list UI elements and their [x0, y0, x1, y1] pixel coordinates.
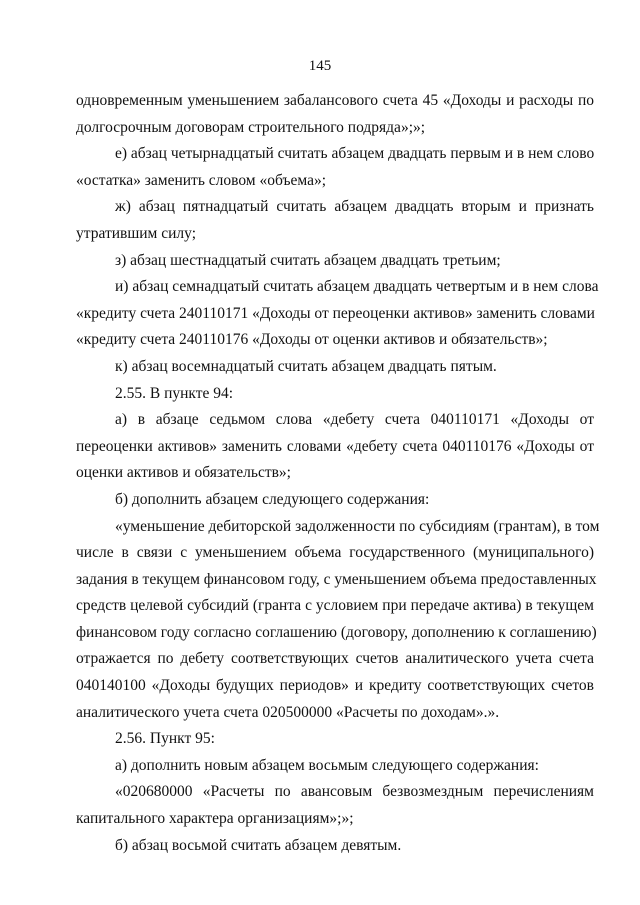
text-line: а) дополнить новым абзацем восьмым следующего содержания: — [115, 756, 539, 774]
text-line: 040140100 «Доходы будущих периодов» и кредиту соответствующих счетов — [76, 677, 594, 695]
text-line: 2.55. В пункте 94: — [115, 384, 234, 402]
text-line: «кредиту счета 240110176 «Доходы от оценки активов и обязательств»; — [76, 331, 548, 349]
text-line: числе в связи с уменьшением объема государственного (муниципального) — [76, 544, 594, 562]
text-line: е) абзац четырнадцатый считать абзацем двадцать первым и в нем слово — [115, 145, 595, 163]
paragraph — [76, 274, 599, 354]
paragraph — [76, 487, 594, 514]
paragraph — [76, 514, 600, 727]
paragraph — [76, 141, 594, 194]
text-line: финансовом году согласно соглашению (договору, дополнению к соглашению) — [76, 623, 597, 641]
text-line: «уменьшение дебиторской задолженности по субсидиям (грантам), в том — [115, 517, 600, 535]
page-number: 145 — [308, 58, 332, 74]
text-line: задания в текущем финансовом году, с уменьшением объема предоставленных — [76, 570, 597, 588]
paragraph — [76, 381, 594, 408]
text-line: утратившим силу; — [76, 224, 197, 242]
paragraph — [76, 194, 594, 247]
text-line: аналитического учета счета 020500000 «Расчеты по доходам».». — [76, 703, 500, 721]
text-line: оценки активов и обязательств»; — [76, 464, 291, 482]
text-line: переоценки активов» заменить словами «дебету счета 040110176 «Доходы от — [76, 437, 594, 455]
text-line: ж) абзац пятнадцатый считать абзацем двадцать вторым и признать — [115, 198, 594, 216]
paragraph — [76, 248, 594, 275]
text-line: капитального характера организациям»;»; — [76, 810, 354, 828]
text-line: б) дополнить абзацем следующего содержания: — [115, 490, 430, 508]
paragraph — [76, 833, 594, 860]
text-line: б) абзац восьмой считать абзацем девятым. — [115, 836, 402, 854]
text-line: «кредиту счета 240110171 «Доходы от переоценки активов» заменить словами — [76, 304, 595, 322]
paragraph — [76, 779, 594, 832]
paragraph — [76, 354, 594, 381]
text-line: з) абзац шестнадцатый считать абзацем двадцать третьим; — [115, 251, 501, 269]
text-line: и) абзац семнадцатый считать абзацем двадцать четвертым и в нем слова — [115, 278, 599, 296]
text-line: средств целевой субсидий (гранта с условием при передаче актива) в текущем — [76, 597, 594, 615]
paragraph — [76, 753, 594, 780]
text-line: «020680000 «Расчеты по авансовым безвозмездным перечислениям — [115, 783, 594, 801]
text-line: долгосрочным договорам строительного подряда»;»; — [76, 118, 426, 136]
document-body — [76, 88, 600, 859]
paragraph — [76, 88, 594, 141]
text-line: а) в абзаце седьмом слова «дебету счета 040110171 «Доходы от — [115, 411, 594, 429]
paragraph — [76, 726, 594, 753]
paragraph — [76, 407, 594, 487]
text-line: 2.56. Пункт 95: — [115, 730, 215, 748]
text-line: одновременным уменьшением забалансового счета 45 «Доходы и расходы по — [76, 92, 594, 109]
text-line: к) абзац восемнадцатый считать абзацем двадцать пятым. — [115, 357, 497, 375]
text-line: отражается по дебету соответствующих счетов аналитического учета счета — [76, 650, 594, 668]
text-line: «остатка» заменить словом «объема»; — [76, 171, 327, 189]
